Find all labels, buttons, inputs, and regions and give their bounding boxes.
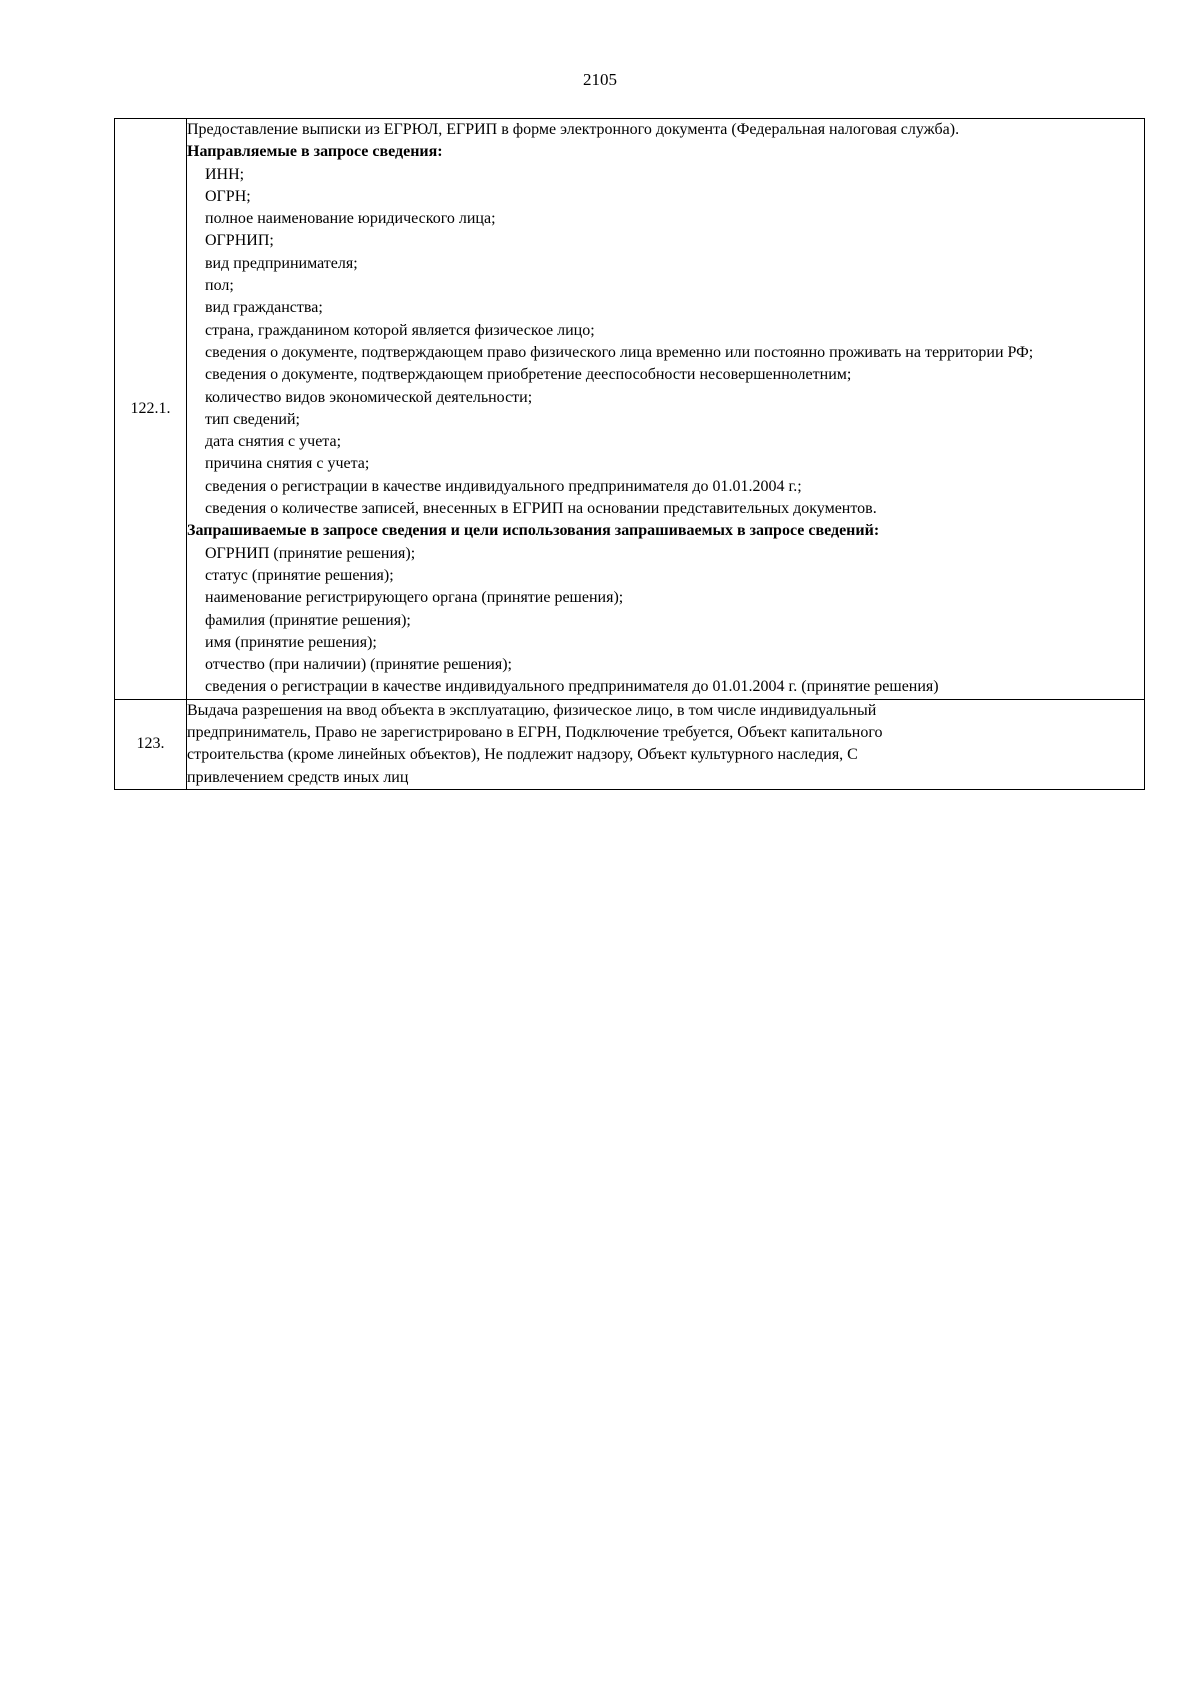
list-item: дата снятия с учета; [205,433,342,451]
list-item: имя (принятие решения); [205,633,377,651]
list-item: полное наименование юридического лица; [205,210,496,228]
list-item: страна, гражданином которой является физическое лицо; [205,321,595,339]
sent-info-heading: Направляемые в запросе сведения: [187,143,443,161]
list-item: сведения о документе, подтверждающем право физического лица временно или постоянно проживать на территории РФ; [205,343,1034,361]
list-item: сведения о документе, подтверждающем приобретение дееспособности несовершеннолетним; [205,366,852,384]
page-number: 2105 [583,70,617,89]
list-item: фамилия (принятие решения); [205,611,411,629]
row-description [187,699,1145,789]
service-title: Предоставление выписки из ЕГРЮЛ, ЕГРИП в форме электронного документа (Федеральная налоговая служба). [187,121,960,138]
requested-info-heading: Запрашиваемые в запросе сведения и цели использования запрашиваемых в запросе сведений: [187,522,880,540]
table-row-122-1 [115,119,1145,700]
text-line: привлечением средств иных лиц [187,768,409,786]
row-description [187,119,1145,700]
list-item: сведения о количестве записей, внесенных в ЕГРИП на основании представительных документов. [205,500,877,518]
list-item: сведения о регистрации в качестве индивидуального предпринимателя до 01.01.2004 г.; [205,477,802,495]
list-item: ОГРНИП (принятие решения); [205,544,416,562]
list-item: ОГРН; [205,187,251,205]
row-number: 123. [115,699,187,789]
list-item: ИНН; [205,165,245,183]
list-item: причина снятия с учета; [205,455,370,473]
list-item: сведения о регистрации в качестве индивидуального предпринимателя до 01.01.2004 г. (принятие решения) [205,678,939,696]
list-item: отчество (при наличии) (принятие решения); [205,656,512,674]
table-row-123 [115,699,1145,789]
list-item: вид гражданства; [205,299,323,317]
list-item: наименование регистрирующего органа (принятие решения); [205,589,624,607]
text-line: предприниматель, Право не зарегистрировано в ЕГРН, Подключение требуется, Объект капитального [187,724,883,742]
text-line: Выдача разрешения на ввод объекта в эксплуатацию, физическое лицо, в том числе индивидуальный [187,701,877,719]
list-item: тип сведений; [205,410,300,428]
services-table [114,118,1145,790]
list-item: пол; [205,277,234,295]
text-line: строительства (кроме линейных объектов), Не подлежит надзору, Объект культурного наследия, С [187,746,858,764]
list-item: ОГРНИП; [205,232,274,250]
list-item: вид предпринимателя; [205,254,358,272]
list-item: количество видов экономической деятельности; [205,388,533,406]
list-item: статус (принятие решения); [205,566,394,584]
row-number: 122.1. [115,119,187,700]
